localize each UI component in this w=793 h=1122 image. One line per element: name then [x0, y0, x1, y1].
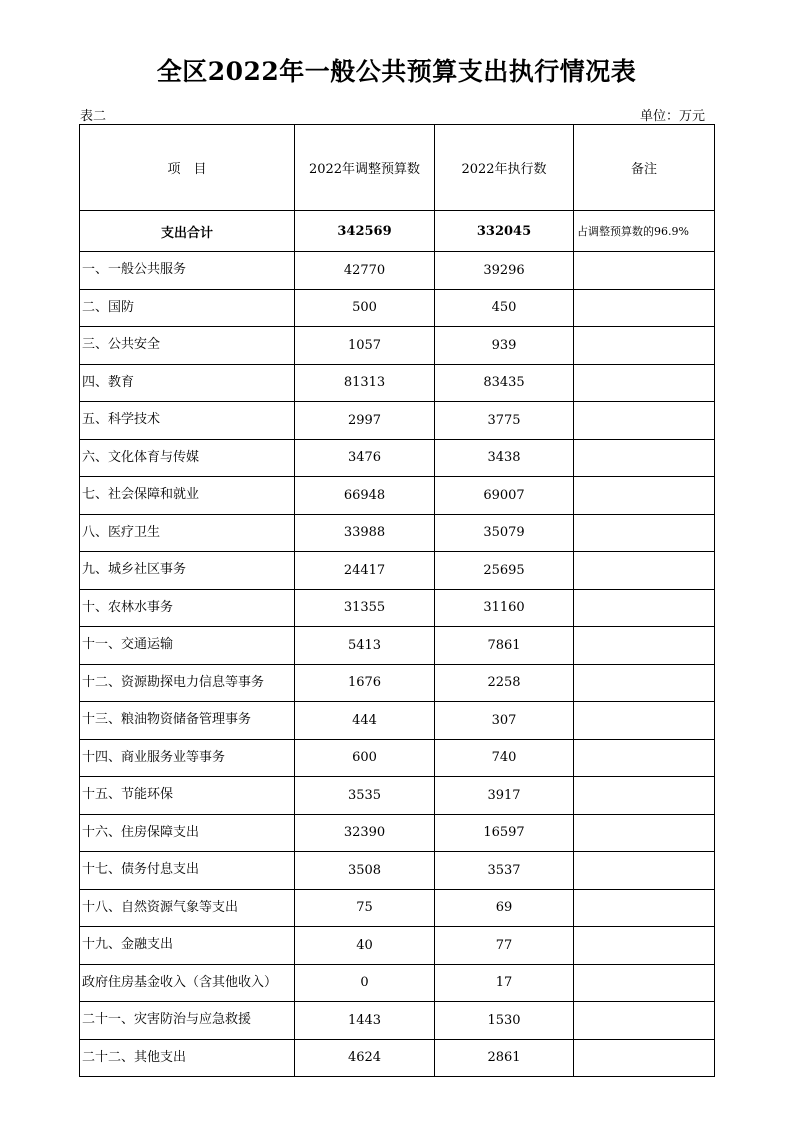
row-budget: 66948	[295, 477, 435, 515]
row-note	[574, 289, 715, 327]
table-row	[80, 964, 715, 1002]
row-name: 二、国防	[80, 289, 295, 327]
row-name: 四、教育	[80, 364, 295, 402]
row-note	[574, 927, 715, 965]
row-budget: 3508	[295, 852, 435, 890]
row-note	[574, 477, 715, 515]
row-name: 九、城乡社区事务	[80, 552, 295, 590]
row-note	[574, 439, 715, 477]
row-executed: 35079	[435, 514, 574, 552]
row-name: 一、一般公共服务	[80, 252, 295, 290]
row-note	[574, 1002, 715, 1040]
row-budget: 4624	[295, 1039, 435, 1077]
row-name: 二十一、灾害防治与应急救援	[80, 1002, 295, 1040]
row-budget: 444	[295, 702, 435, 740]
row-executed: 7861	[435, 627, 574, 665]
total-budget: 342569	[295, 211, 435, 252]
row-note	[574, 964, 715, 1002]
row-name: 十五、节能环保	[80, 777, 295, 815]
page-title: 全区2022年一般公共预算支出执行情况表	[156, 57, 637, 86]
table-row	[80, 439, 715, 477]
table-row	[80, 627, 715, 665]
row-executed: 1530	[435, 1002, 574, 1040]
row-budget: 75	[295, 889, 435, 927]
row-note	[574, 364, 715, 402]
row-name: 十四、商业服务业等事务	[80, 739, 295, 777]
row-executed: 307	[435, 702, 574, 740]
table-row	[80, 327, 715, 365]
row-note	[574, 252, 715, 290]
table-row	[80, 252, 715, 290]
table-row	[80, 1002, 715, 1040]
row-budget: 33988	[295, 514, 435, 552]
row-note	[574, 702, 715, 740]
row-budget: 3476	[295, 439, 435, 477]
row-name: 六、文化体育与传媒	[80, 439, 295, 477]
table-row	[80, 477, 715, 515]
row-name: 五、科学技术	[80, 402, 295, 440]
row-name: 政府住房基金收入（含其他收入）	[80, 964, 295, 1002]
table-row	[80, 1039, 715, 1077]
row-budget: 2997	[295, 402, 435, 440]
row-executed: 2258	[435, 664, 574, 702]
row-note	[574, 739, 715, 777]
row-budget: 500	[295, 289, 435, 327]
table-row	[80, 664, 715, 702]
row-note	[574, 589, 715, 627]
row-name: 三、公共安全	[80, 327, 295, 365]
row-budget: 3535	[295, 777, 435, 815]
row-name: 二十二、其他支出	[80, 1039, 295, 1077]
row-name: 十三、粮油物资储备管理事务	[80, 702, 295, 740]
row-budget: 1057	[295, 327, 435, 365]
row-note	[574, 852, 715, 890]
table-row	[80, 889, 715, 927]
total-row	[80, 211, 715, 252]
row-note	[574, 889, 715, 927]
row-budget: 40	[295, 927, 435, 965]
row-name: 十七、债务付息支出	[80, 852, 295, 890]
row-note	[574, 327, 715, 365]
header-item: 项 目	[80, 125, 295, 211]
row-budget: 1676	[295, 664, 435, 702]
row-executed: 77	[435, 927, 574, 965]
row-executed: 69	[435, 889, 574, 927]
row-note	[574, 814, 715, 852]
row-note	[574, 552, 715, 590]
row-executed: 39296	[435, 252, 574, 290]
header-budget: 2022年调整预算数	[295, 125, 435, 211]
row-budget: 31355	[295, 589, 435, 627]
table-row	[80, 589, 715, 627]
row-budget: 600	[295, 739, 435, 777]
row-budget: 0	[295, 964, 435, 1002]
row-budget: 5413	[295, 627, 435, 665]
table-row	[80, 927, 715, 965]
row-budget: 32390	[295, 814, 435, 852]
row-executed: 3775	[435, 402, 574, 440]
row-executed: 31160	[435, 589, 574, 627]
row-name: 七、社会保障和就业	[80, 477, 295, 515]
row-executed: 740	[435, 739, 574, 777]
row-executed: 2861	[435, 1039, 574, 1077]
row-name: 八、医疗卫生	[80, 514, 295, 552]
row-name: 十二、资源勘探电力信息等事务	[80, 664, 295, 702]
row-note	[574, 514, 715, 552]
header-row	[80, 125, 715, 211]
table-row	[80, 814, 715, 852]
table-row	[80, 702, 715, 740]
row-name: 十六、住房保障支出	[80, 814, 295, 852]
row-executed: 3438	[435, 439, 574, 477]
row-note	[574, 402, 715, 440]
row-name: 十、农林水事务	[80, 589, 295, 627]
header-note: 备注	[574, 125, 715, 211]
row-note	[574, 664, 715, 702]
table-row	[80, 552, 715, 590]
row-note	[574, 627, 715, 665]
row-executed: 69007	[435, 477, 574, 515]
row-name: 十八、自然资源气象等支出	[80, 889, 295, 927]
table-row	[80, 402, 715, 440]
row-executed: 3917	[435, 777, 574, 815]
total-executed: 332045	[435, 211, 574, 252]
total-note: 占调整预算数的96.9%	[574, 211, 715, 252]
row-executed: 450	[435, 289, 574, 327]
row-budget: 42770	[295, 252, 435, 290]
unit-label: 单位：万元	[640, 109, 706, 124]
row-note	[574, 777, 715, 815]
table-row	[80, 739, 715, 777]
row-budget: 81313	[295, 364, 435, 402]
table-row	[80, 852, 715, 890]
row-executed: 83435	[435, 364, 574, 402]
total-name: 支出合计	[80, 211, 295, 252]
row-name: 十九、金融支出	[80, 927, 295, 965]
row-budget: 1443	[295, 1002, 435, 1040]
row-name: 十一、交通运输	[80, 627, 295, 665]
header-executed: 2022年执行数	[435, 125, 574, 211]
table-row	[80, 289, 715, 327]
row-executed: 3537	[435, 852, 574, 890]
row-executed: 16597	[435, 814, 574, 852]
row-executed: 25695	[435, 552, 574, 590]
row-executed: 17	[435, 964, 574, 1002]
expenditure-table	[79, 124, 715, 1077]
table-row	[80, 364, 715, 402]
row-budget: 24417	[295, 552, 435, 590]
table-row	[80, 514, 715, 552]
table-row	[80, 777, 715, 815]
row-note	[574, 1039, 715, 1077]
table-label: 表二	[80, 109, 107, 124]
row-executed: 939	[435, 327, 574, 365]
